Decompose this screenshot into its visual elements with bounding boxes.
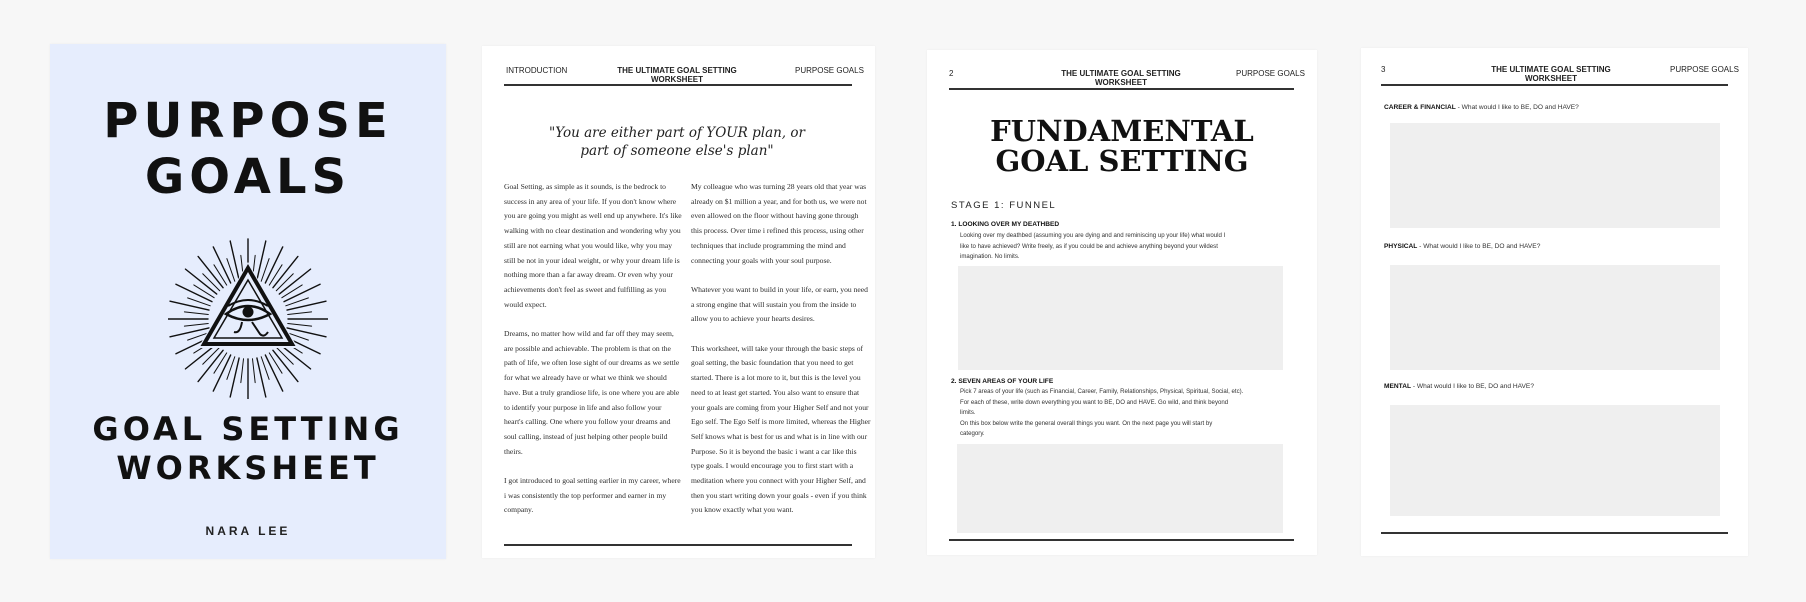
instruction-line: limits. — [960, 409, 976, 416]
header-brand: PURPOSE GOALS — [795, 66, 864, 75]
header-brand: PURPOSE GOALS — [1236, 69, 1305, 78]
intro-page[interactable] — [482, 46, 875, 558]
eye-of-providence-icon — [168, 234, 328, 399]
paragraph: Dreams, no matter how wild and far off they may seem, are possible and achievable. The problem is that on the path of life, we often lose sight of our dreams as we settle for what we already have or what we think we should have. But a truly grandiose life, is one where you are able to identify your purpose in life and also follow your heart's calling. One where you follow your dreams and soul calling, instead of just helping other people build theirs. — [504, 329, 680, 456]
category-question: - What would I like to BE, DO and HAVE? — [1410, 383, 1534, 390]
category-prompt-physical — [1384, 243, 1540, 250]
paragraph: This worksheet, will take your through the basic steps of goal setting, the basic foundation that you need to get started. There is a lot more to it, but this is the level you need to at least get started. You also want to ensure that your goals are coming from your Higher Self and not your Ego self. The Ego Self is more limited, whereas the Higher Self knows what is best for us and what is in line with our Purpose. So it is beyond the basic i want a car like this type goals. I would encourage you to first start with a meditation where you connect with your Higher Self, and then you start writing down your goals - even if you think you know exactly what you want. — [691, 343, 871, 515]
instruction-line: Looking over my deathbed (assuming you are dying and and reminiscing up your life) what would I — [960, 232, 1226, 239]
category-name: PHYSICAL — [1384, 243, 1418, 250]
header-document-title: THE ULTIMATE GOAL SETTING WORKSHEET — [1491, 65, 1611, 83]
header-rule — [1381, 84, 1728, 86]
header-rule — [504, 84, 852, 86]
page-number: 2 — [949, 69, 954, 78]
cover-subtitle-line1: GOAL SETTING — [92, 410, 404, 448]
footer-rule — [949, 539, 1294, 541]
paragraph: Whatever you want to build in your life, or earn, you need a strong engine that will sustain you from the inside to allow you to achieve your hearts desires. — [691, 284, 868, 324]
text-column-left — [504, 180, 682, 533]
writing-box[interactable] — [1390, 405, 1720, 516]
writing-box[interactable] — [1390, 123, 1720, 228]
instruction-line: Pick 7 areas of your life (such as Financial, Career, Family, Relationships, Physical, Spiritual, Social, etc). — [960, 388, 1244, 395]
instruction-line: On this box below write the general overall things you want. On the next page you will start by — [960, 419, 1213, 427]
category-prompt-mental — [1384, 383, 1534, 390]
paragraph: I got introduced to goal setting earlier in my career, where i was consistently the top performer and earner in my company. — [504, 476, 681, 515]
category-question: - What would I like to BE, DO and HAVE? — [1417, 243, 1541, 250]
header-section-label: INTRODUCTION — [506, 66, 568, 75]
page-title-line2: GOAL SETTING — [995, 144, 1249, 178]
paragraph: My colleague who was turning 28 years old that year was already on $1 million a year, and for both us, we were not even allowed on the floor without having gone through this process. Over time i refined this process, using other techniques that include programming the mind and connecting your goals with your soul purpose. — [691, 182, 867, 265]
fundamentals-page[interactable] — [927, 50, 1317, 555]
writing-box[interactable] — [1390, 265, 1720, 370]
instruction-line: like to have achieved? Write freely, as if you could be and achieve anything beyond your wildest — [960, 242, 1218, 250]
category-question: - What would I like to BE, DO and HAVE? — [1455, 104, 1579, 111]
text-column-right — [691, 180, 871, 533]
cover-title-line2: GOALS — [144, 149, 352, 205]
header-document-title: THE ULTIMATE GOAL SETTING WORKSHEET — [1061, 69, 1181, 87]
section-instructions — [960, 231, 1280, 263]
category-name: MENTAL — [1384, 383, 1411, 390]
instruction-line: For each of these, write down everything you want to BE, DO and HAVE. Go wild, and think beyond — [960, 398, 1229, 406]
categories-page[interactable] — [1361, 48, 1748, 556]
header-rule — [949, 88, 1294, 90]
header-brand: PURPOSE GOALS — [1670, 65, 1739, 74]
cover-author: NARA LEE — [205, 524, 291, 538]
instruction-line: category. — [960, 430, 985, 437]
section-heading: 2. SEVEN AREAS OF YOUR LIFE — [951, 378, 1054, 385]
cover-title-line1: PURPOSE — [103, 93, 393, 149]
cover-subtitle-line2: WORKSHEET — [116, 449, 380, 487]
paragraph: Goal Setting, as simple as it sounds, is the bedrock to success in any area of your life. If you don't know where you are going you might as well end up anywhere. It's like walking with no clear destination and wondering why you still are not earning what you would like, why you may still be not in your ideal weight, or why your dream life is nothing more than a far away dream. Or even why your achievements don't feel as sweet and fulfilling as you would expect. — [504, 182, 682, 309]
header-document-title: THE ULTIMATE GOAL SETTING WORKSHEET — [617, 66, 737, 84]
footer-rule — [1381, 532, 1728, 534]
category-prompt-career — [1384, 104, 1579, 111]
writing-box[interactable] — [957, 444, 1283, 533]
page-number: 3 — [1381, 65, 1386, 74]
footer-rule — [504, 544, 852, 546]
stage-heading: STAGE 1: FUNNEL — [951, 200, 1057, 211]
writing-box[interactable] — [958, 266, 1283, 370]
page-title-line1: FUNDAMENTAL — [990, 114, 1254, 148]
intro-quote — [542, 124, 812, 160]
instruction-line: imagination. No limits. — [960, 253, 1020, 260]
section-heading: 1. LOOKING OVER MY DEATHBED — [951, 221, 1060, 228]
cover-page[interactable] — [50, 44, 446, 559]
quote-line: "You are either part of YOUR plan, or — [549, 125, 805, 141]
quote-line: part of someone else's plan" — [580, 143, 774, 159]
category-name: CAREER & FINANCIAL — [1384, 104, 1456, 111]
section-instructions — [960, 387, 1300, 440]
